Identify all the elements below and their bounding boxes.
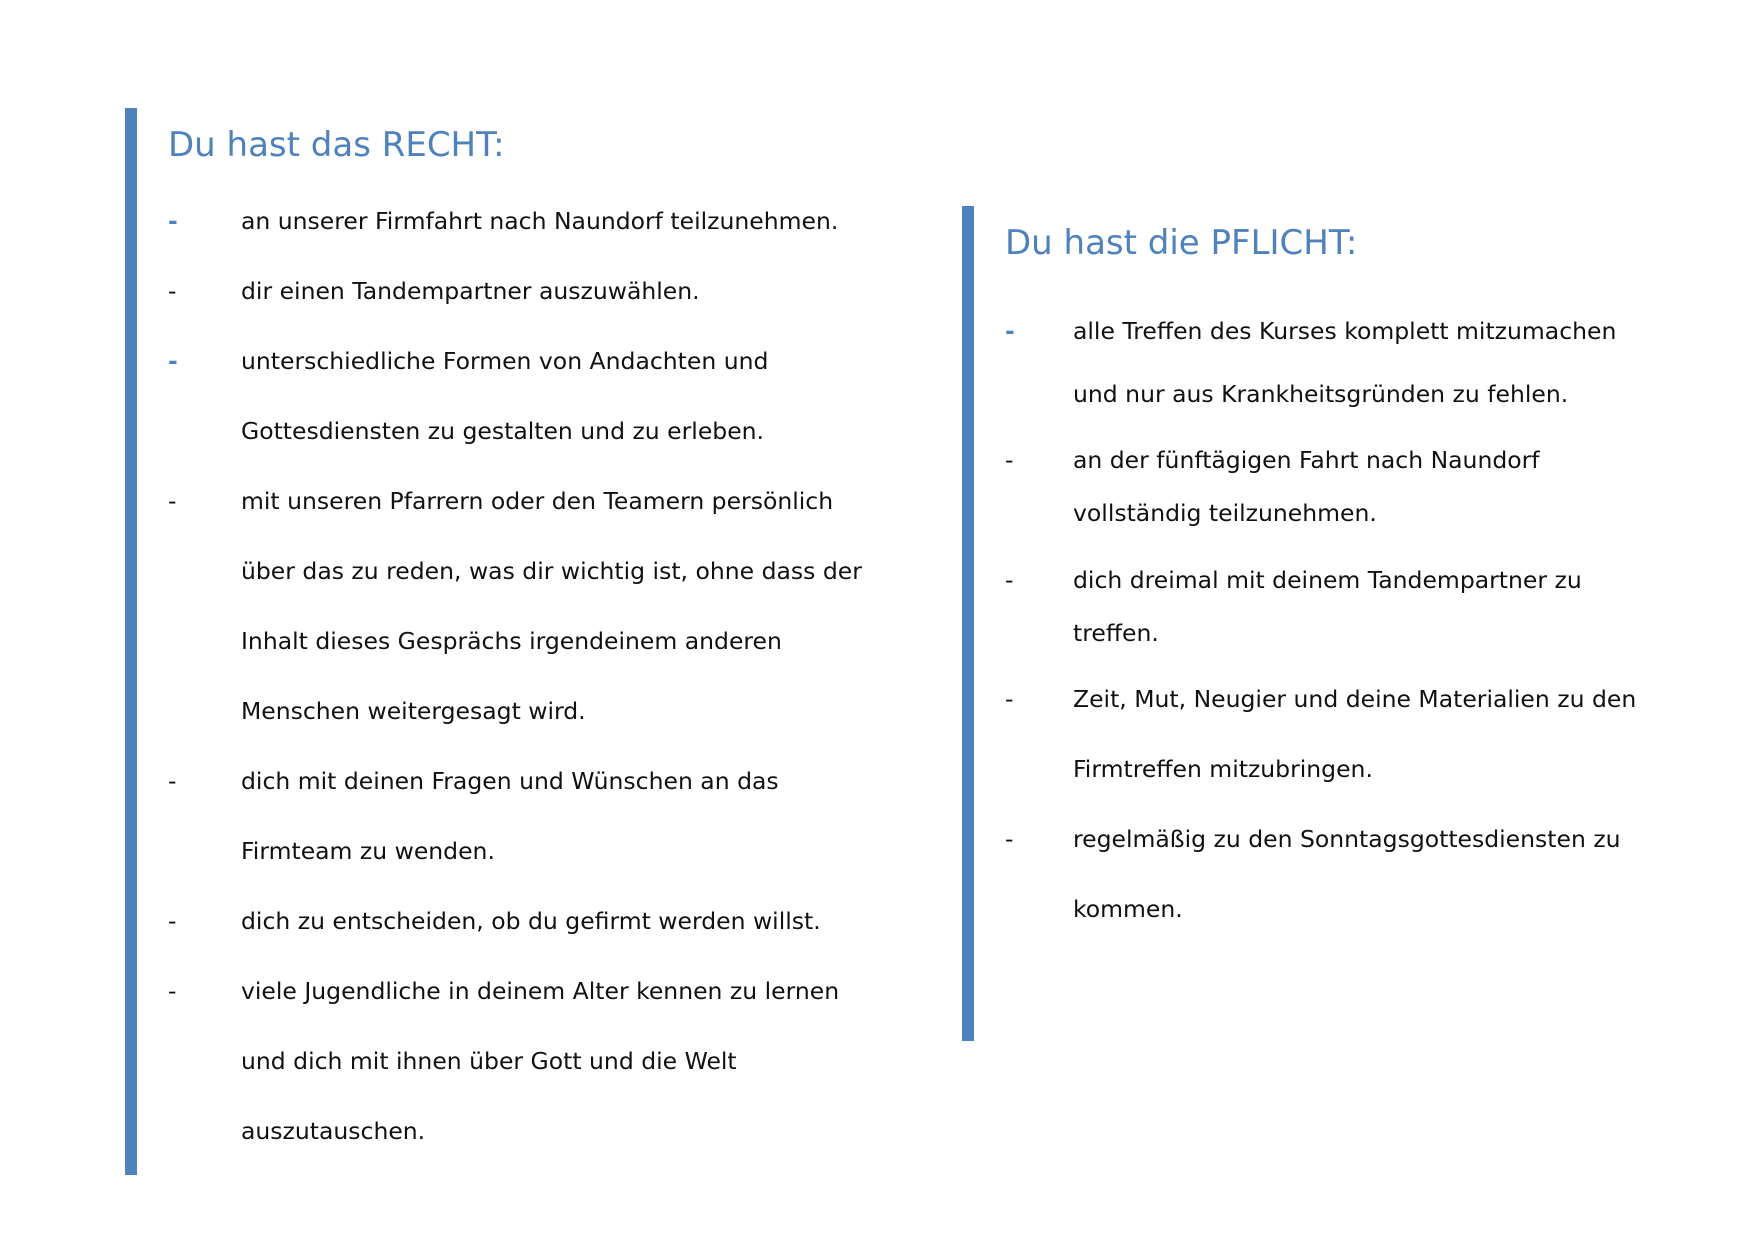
duties-list-item-line: kommen. xyxy=(1073,895,1183,923)
rights-list-item-line: Firmteam zu wenden. xyxy=(241,837,495,865)
rights-list-item-line: unterschiedliche Formen von Andachten und xyxy=(241,347,769,375)
rights-bullet-dash: - xyxy=(168,767,177,795)
rights-panel xyxy=(125,108,945,1175)
rights-heading: Du hast das RECHT: xyxy=(168,125,505,165)
rights-list-item-line: Gottesdiensten zu gestalten und zu erleben. xyxy=(241,417,765,445)
rights-bullet-dash: - xyxy=(168,977,177,1005)
rights-bullet-dash: - xyxy=(168,487,177,515)
rights-list-item-line: viele Jugendliche in deinem Alter kennen zu lernen xyxy=(241,977,840,1005)
duties-list-item-line: treffen. xyxy=(1073,619,1159,647)
rights-list-item-line: Inhalt dieses Gesprächs irgendeinem anderen xyxy=(241,627,782,655)
rights-bullet-dash: - xyxy=(168,907,177,935)
rights-list-item-line: auszutauschen. xyxy=(241,1117,426,1145)
rights-list-item-line: mit unseren Pfarrern oder den Teamern persönlich xyxy=(241,487,834,515)
duties-list-item-line: Firmtreffen mitzubringen. xyxy=(1073,755,1373,783)
duties-bullet-dash: - xyxy=(1005,566,1014,594)
rights-list-item-line: dich mit deinen Fragen und Wünschen an das xyxy=(241,767,779,795)
duties-bullet-dash: - xyxy=(1005,825,1014,853)
rights-list-item-line: Menschen weitergesagt wird. xyxy=(241,697,586,725)
duties-list-item-line: vollständig teilzunehmen. xyxy=(1073,499,1377,527)
rights-list-item-line: und dich mit ihnen über Gott und die Welt xyxy=(241,1047,737,1075)
duties-bullet-dash: - xyxy=(1005,685,1014,713)
rights-list-item-line: dir einen Tandempartner auszuwählen. xyxy=(241,277,700,305)
rights-bullet-dash: - xyxy=(168,277,177,305)
rights-list-item-line: dich zu entscheiden, ob du gefirmt werden willst. xyxy=(241,907,821,935)
rights-list-item-line: über das zu reden, was dir wichtig ist, ohne dass der xyxy=(241,557,862,585)
duties-panel xyxy=(962,206,1702,1041)
duties-list-item-line: alle Treffen des Kurses komplett mitzumachen xyxy=(1073,317,1617,345)
duties-list-item-line: und nur aus Krankheitsgründen zu fehlen. xyxy=(1073,380,1569,408)
duties-bullet-dash: - xyxy=(1005,317,1015,345)
rights-bullet-dash: - xyxy=(168,207,178,235)
duties-list-item-line: dich dreimal mit deinem Tandempartner zu xyxy=(1073,566,1582,594)
duties-list-item-line: regelmäßig zu den Sonntagsgottesdiensten zu xyxy=(1073,825,1621,853)
duties-bullet-dash: - xyxy=(1005,446,1014,474)
duties-list-item-line: an der fünftägigen Fahrt nach Naundorf xyxy=(1073,446,1540,474)
rights-list-item-line: an unserer Firmfahrt nach Naundorf teilzunehmen. xyxy=(241,207,839,235)
duties-heading: Du hast die PFLICHT: xyxy=(1005,223,1358,263)
rights-accent-bar xyxy=(125,108,137,1175)
rights-bullet-dash: - xyxy=(168,347,178,375)
duties-accent-bar xyxy=(962,206,974,1041)
duties-list-item-line: Zeit, Mut, Neugier und deine Materialien zu den xyxy=(1073,685,1637,713)
